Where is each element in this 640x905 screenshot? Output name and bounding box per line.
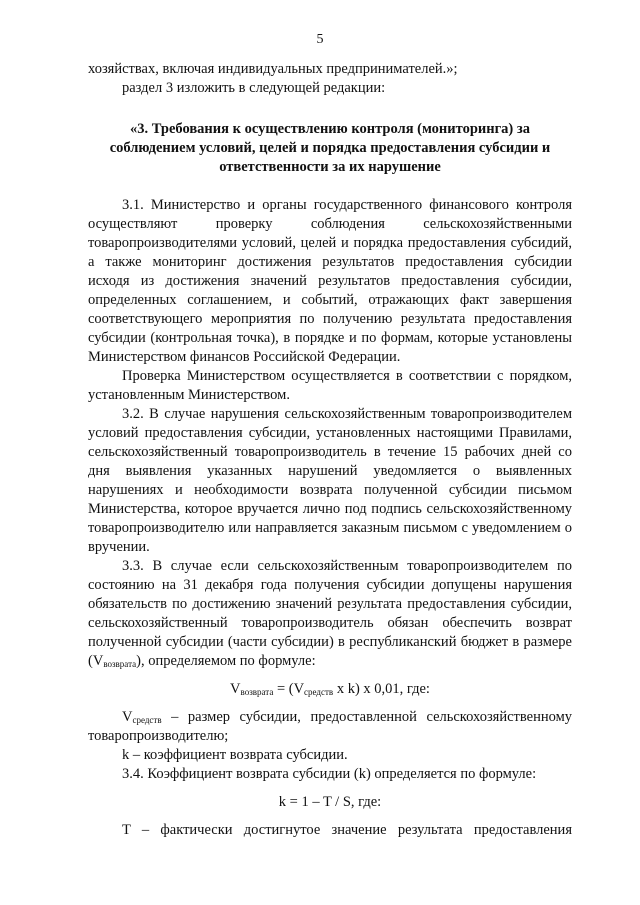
paragraph-3-2: 3.2. В случае нарушения сельскохозяйственным товаропроизводителем условий предоставления субсидии, установленных настоящими Правилами, сельскохозяйственный товаропроизводитель в течение 15 рабочих дней со дня выявления указанных нарушений уведомляется о выявленных нарушениях и необходимости возврата полученной субсидии письмом Министерства, которое вручается лично под подпись сельскохозяйственному товаропроизводителю или направляется заказным письмом с уведомлением о вручении.	[88, 406, 572, 555]
paragraph-instruction: раздел 3 изложить в следующей редакции:	[122, 80, 386, 96]
paragraph-3-3-end: ), определяемом по формуле:	[136, 653, 316, 669]
page-number: 5	[316, 32, 324, 47]
formula-return	[88, 680, 572, 699]
formula-mid: = (V	[273, 681, 305, 697]
paragraph-continuation: хозяйствах, включая индивидуальных предпринимателей.»;	[88, 61, 458, 77]
formula-sub-return: возврата	[240, 687, 274, 697]
formula-coefficient: k = 1 – T / S, где:	[278, 794, 382, 810]
definition-v: V	[122, 709, 133, 725]
document-body	[88, 60, 572, 840]
paragraph-3-3-text: 3.3. В случае если сельскохозяйственным товаропроизводителем по состоянию на 31 декабря года получения субсидии допущены нарушения обязательств по достижению значений результата предоставления субсидии, сельскохозяйственный товаропроизводитель обязан обеспечить возврат полученной субсидии (части субсидии) в республиканский бюджет в размере (V	[88, 558, 572, 669]
formula-v: V	[230, 681, 241, 697]
definition-text: – размер субсидии, предоставленной сельскохозяйственному товаропроизводителю;	[88, 709, 572, 744]
paragraph-3-4: 3.4. Коэффициент возврата субсидии (k) определяется по формуле:	[122, 766, 537, 782]
paragraph-3-1: 3.1. Министерство и органы государственного финансового контроля осуществляют проверку соблюдения сельскохозяйственными товаропроизводителями условий, целей и порядка предоставления субсидий, а также мониторинг достижения результатов предоставления субсидии исходя из достижения значений результатов предоставления субсидии, определенных соглашением, и событий, отражающих факт завершения соответствующего мероприятия по получению результата предоставления субсидии (контрольная точка), в порядке и по формам, которые установлены Министерством финансов Российской Федерации.	[88, 197, 572, 365]
definition-sub: средств	[132, 715, 162, 725]
paragraph-3-1-check: Проверка Министерством осуществляется в соответствии с порядком, установленным Министерством.	[88, 368, 572, 403]
section-heading: «3. Требования к осуществлению контроля (мониторинга) за соблюдением условий, целей и порядка предоставления субсидии и ответственности за их нарушение	[109, 121, 551, 175]
definition-k: k – коэффициент возврата субсидии.	[122, 747, 348, 763]
formula-end: x k) x 0,01, где:	[333, 681, 430, 697]
subscript-return: возврата	[103, 659, 137, 669]
definition-t: T – фактически достигнутое значение результата предоставления	[122, 822, 572, 838]
definition-v-funds	[88, 708, 572, 746]
formula-sub-funds: средств	[304, 687, 334, 697]
paragraph-3-3	[88, 557, 572, 671]
